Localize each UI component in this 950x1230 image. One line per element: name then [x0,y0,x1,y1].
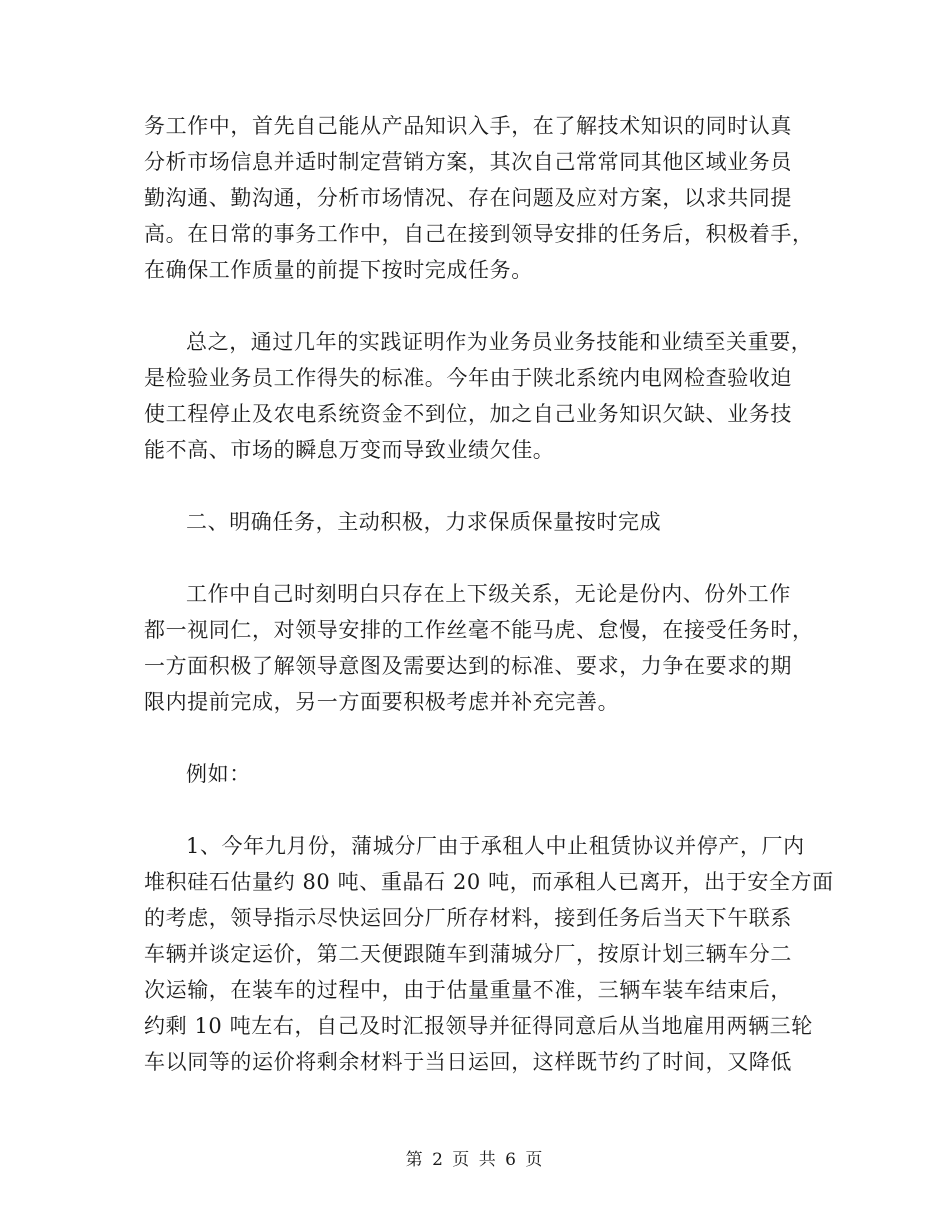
paragraph-2 [144,324,812,468]
text-line: 的考虑，领导指示尽快运回分厂所存材料，接到任务后当天下午联系 [144,906,792,930]
paragraph-gap [144,468,812,504]
text-line: 在确保工作质量的前提下按时完成任务。 [144,258,533,282]
text-line: 高。在日常的事务工作中，自己在接到领导安排的任务后，积极着手， [144,222,814,246]
paragraph-example-label [144,756,812,792]
paragraph-1 [144,108,812,288]
text-line: 使工程停止及农电系统资金不到位，加之自己业务知识欠缺、业务技 [144,402,792,426]
text-line: 能不高、市场的瞬息万变而导致业绩欠佳。 [144,438,555,462]
text-line: 务工作中，首先自己能从产品知识入手，在了解技术知识的同时认真 [144,114,792,138]
section-heading [144,504,812,540]
text-line: 限内提前完成，另一方面要积极考虑并补充完善。 [144,690,620,714]
text-line: 总之，通过几年的实践证明作为业务员业务技能和业绩至关重要， [186,330,813,354]
page-number-footer: 第 2 页 共 6 页 [405,1150,545,1170]
text-line: 都一视同仁，对领导安排的工作丝毫不能马虎、怠慢，在接受任务时， [144,618,814,642]
text-line: 例如： [186,762,251,786]
paragraph-gap [144,792,812,828]
text-line: 一方面积极了解领导意图及需要达到的标准、要求，力争在要求的期 [144,654,792,678]
text-line: 次运输，在装车的过程中，由于估量重量不准，三辆车装车结束后， [144,978,792,1002]
text-line: 车辆并谈定运价，第二天便跟随车到蒲城分厂，按原计划三辆车分二 [144,942,792,966]
paragraph-gap [144,540,812,576]
paragraph-gap [144,288,812,324]
text-line: 1、今年九月份，蒲城分厂由于承租人中止租赁协议并停产，厂内 [186,834,805,858]
paragraph-3 [144,576,812,720]
text-line: 分析市场信息并适时制定营销方案，其次自己常常同其他区域业务员 [144,150,792,174]
text-line: 工作中自己时刻明白只存在上下级关系，无论是份内、份外工作 [186,582,791,606]
paragraph-gap [144,720,812,756]
text-line: 约剩 10 吨左右，自己及时汇报领导并征得同意后从当地雇用两辆三轮 [144,1014,813,1038]
text-line: 二、明确任务，主动积极，力求保质保量按时完成 [186,510,662,534]
text-line: 是检验业务员工作得失的标准。今年由于陕北系统内电网检查验收迫 [144,366,792,390]
paragraph-4 [144,828,834,1080]
document-body [144,108,834,1080]
text-line: 堆积硅石估量约 80 吨、重晶石 20 吨，而承租人已离开，出于安全方面 [144,870,834,894]
text-line: 勤沟通、勤沟通，分析市场情况、存在问题及应对方案，以求共同提 [144,186,792,210]
text-line: 车以同等的运价将剩余材料于当日运回，这样既节约了时间，又降低 [144,1050,792,1074]
